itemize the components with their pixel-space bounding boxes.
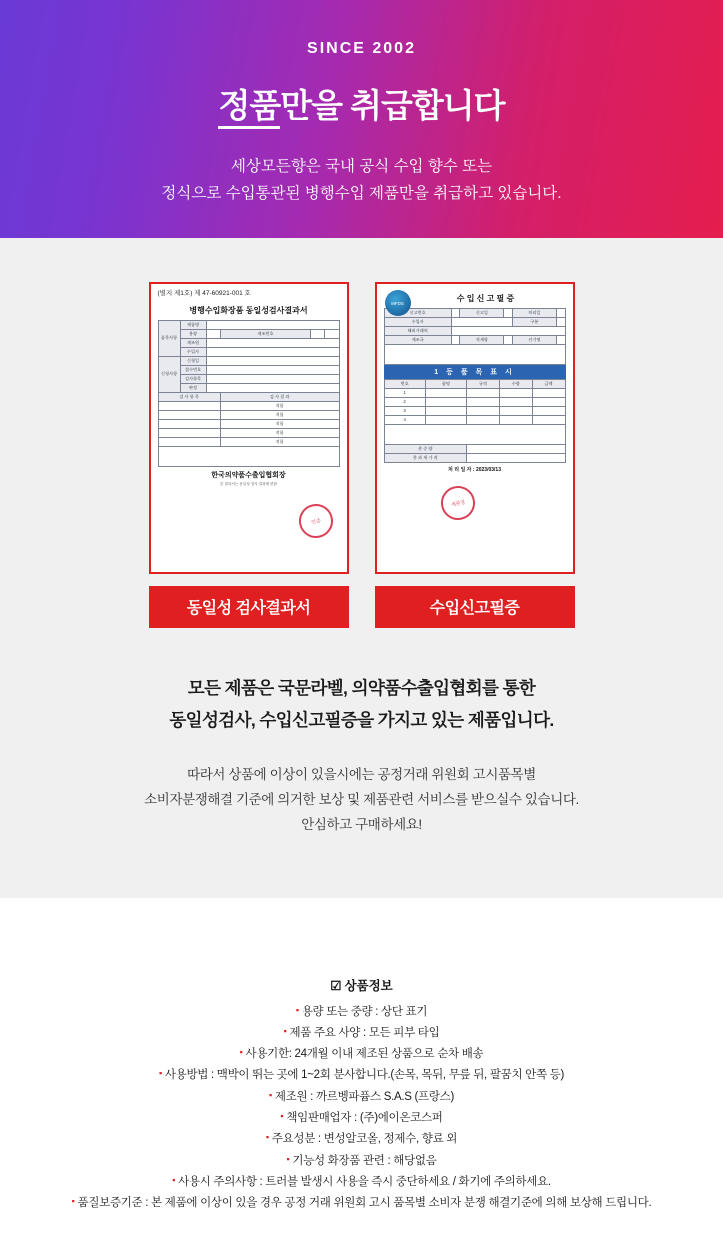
product-info-title	[0, 976, 723, 994]
product-info-line	[0, 1023, 723, 1044]
product-info-line	[0, 1193, 723, 1214]
bullet-icon: ▪	[265, 1132, 269, 1143]
doc-table: 품목사항 제품명 용량 제조번호 제조원 수입자 신청사항 신청일 접수번호 검사항목 판정 검 사 항 목 검 사 결 과 적합 적합 적합 적합 적합	[158, 320, 340, 467]
certificate-item	[149, 282, 349, 628]
doc-title-text: 수 입 신 고 필 증	[456, 294, 515, 303]
product-info-section	[0, 898, 723, 1240]
doc-table-items: 번호 품명 규격 수량 금액 1 2 3 4 총 중 량 총 과 세 가 격	[384, 379, 566, 463]
hero-subtitle	[0, 153, 723, 207]
product-info-line-text: 주요성분 : 변성알코올, 정제수, 향료 외	[271, 1133, 458, 1146]
bullet-icon: ▪	[280, 1110, 284, 1121]
hero-banner	[0, 0, 723, 238]
certificate-row	[0, 282, 723, 628]
doc-footer-text: 한국의약품수출입협회장	[211, 471, 286, 479]
doc-table: 신고번호 신고일 처리일 수입자 구분 해외거래처 제조국 적재항 선기명	[384, 308, 566, 365]
hero-since-text: SINCE 2002	[307, 40, 416, 57]
certificate-description-primary	[0, 672, 723, 737]
bullet-icon: ▪	[239, 1047, 243, 1058]
page-title	[0, 80, 723, 127]
bullet-icon: ▪	[158, 1068, 162, 1079]
bullet-icon: ▪	[71, 1196, 75, 1207]
doc-section-banner: 1 등 품 목 표 시	[384, 365, 566, 379]
product-info-line-text: 품질보증기준 : 본 제품에 이상이 있을 경우 공정 거래 위원회 고시 품목별 소비자 분쟁 해결기준에 의해 보상해 드립니다.	[77, 1197, 652, 1210]
cert-note-line1: 따라서 상품에 이상이 있을시에는 공정거래 위원회 고시품목별	[187, 766, 536, 782]
certificate-item	[375, 282, 575, 628]
bullet-icon: ▪	[286, 1153, 290, 1164]
product-info-line	[0, 1002, 723, 1023]
certificate-description-secondary	[0, 763, 723, 838]
cert-desc-line1: 모든 제품은 국문라벨, 의약품수출입협회를 통한	[187, 678, 536, 698]
official-stamp-icon: 세관장	[437, 483, 477, 523]
product-info-line-text: 책임판매업자 : (주)에이온코스퍼	[286, 1111, 443, 1124]
product-info-line-text: 제품 주요 사양 : 모든 피부 타입	[289, 1026, 440, 1039]
bullet-icon: ▪	[172, 1174, 176, 1185]
official-stamp-icon: 인증	[295, 501, 335, 541]
cert-note-line2: 소비자분쟁해결 기준에 의거한 보상 및 제품관련 서비스를 받으실수 있습니다.	[144, 791, 579, 807]
doc-title-text: 병행수입화장품 동일성검사결과서	[189, 305, 308, 315]
product-info-line	[0, 1172, 723, 1193]
product-info-line-text: 용량 또는 중량 : 상단 표기	[301, 1005, 428, 1018]
product-info-line	[0, 1044, 723, 1065]
certificate-image-identity	[149, 282, 349, 574]
hero-subtitle-line1: 세상모든향은 국내 공식 수입 향수 또는	[230, 158, 493, 175]
agency-logo-icon: MFDS	[385, 290, 411, 316]
product-info-title-text: 상품정보	[344, 978, 393, 993]
product-info-line	[0, 1129, 723, 1150]
product-info-line	[0, 1065, 723, 1086]
bullet-icon: ▪	[283, 1025, 287, 1036]
product-info-line-text: 사용시 주의사항 : 트러블 발생시 사용을 즉시 중단하세요 / 화기에 주의하세요.	[178, 1175, 551, 1188]
certificate-label-identity: 동일성 검사결과서	[149, 586, 349, 628]
product-info-line-text: 사용방법 : 맥박이 뛰는 곳에 1~2회 분사합니다.(손목, 목뒤, 무릎 뒤, 팔꿈치 안쪽 등)	[164, 1069, 565, 1082]
hero-subtitle-line2: 정식으로 수입통관된 병행수입 제품만을 취급하고 있습니다.	[161, 185, 562, 203]
cert-desc-line2: 동일성검사, 수입신고필증을 가지고 있는 제품입니다.	[169, 710, 554, 731]
bullet-icon: ▪	[268, 1089, 272, 1100]
product-info-line-text: 사용기한: 24개월 이내 제조된 상품으로 순차 배송	[245, 1048, 484, 1061]
doc-top-left-text: (별지 제1호) 제 47-60921-001 호	[157, 290, 251, 297]
product-info-line-text: 기능성 화장품 관련 : 해당없음	[292, 1154, 437, 1167]
product-info-line	[0, 1087, 723, 1108]
cert-note-line3: 안심하고 구매하세요!	[301, 816, 422, 832]
product-info-line	[0, 1151, 723, 1172]
certificate-image-import	[375, 282, 575, 574]
bullet-icon: ▪	[295, 1004, 299, 1015]
check-icon: ☑	[330, 978, 342, 993]
certificate-label-import: 수입신고필증	[375, 586, 575, 628]
hero-title-emphasis: 정품	[218, 87, 280, 129]
doc-footer-text: 처 리 일 자 : 2023/03/13	[448, 467, 501, 473]
product-info-line-text: 제조원 : 까르벵파퓸스 S.A.S (프랑스)	[274, 1090, 455, 1103]
certificates-section	[0, 238, 723, 898]
product-info-line	[0, 1108, 723, 1129]
doc-note-text: 본 결과서는 동일성 검사 결과에 한함	[219, 481, 278, 486]
hero-title-rest: 만을 취급합니다	[280, 87, 505, 124]
